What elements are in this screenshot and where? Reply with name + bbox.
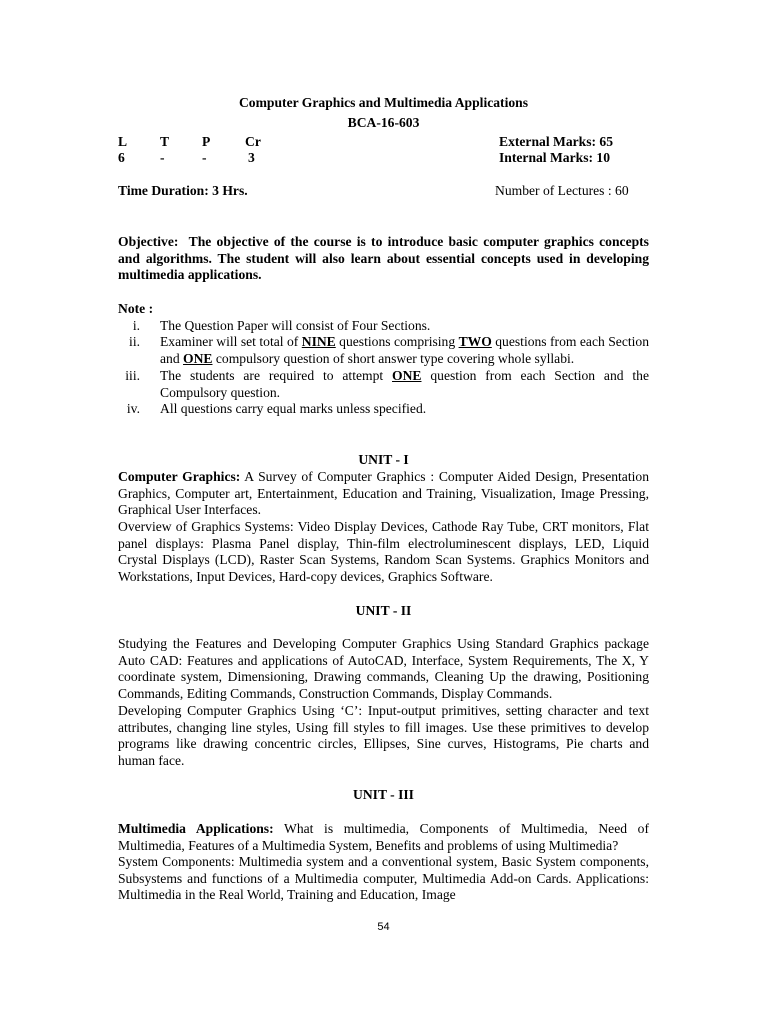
- note-text: The students are required to attempt ONE question from each Section and the Compulsory question.: [160, 368, 649, 400]
- keyword-two: TWO: [458, 334, 492, 349]
- note-text: The Question Paper will consist of Four Sections.: [160, 318, 431, 333]
- unit-lead: Computer Graphics:: [118, 469, 241, 484]
- duration-row: [118, 183, 649, 200]
- val-t: -: [160, 150, 165, 165]
- unit-1-para-2: Overview of Graphics Systems: Video Display Devices, Cathode Ray Tube, CRT monitors, Flat panel displays: Plasma Panel display, Thin-film electroluminescent displays, LED, Liquid Crystal Displays (LCD), Raster Scan Systems, Random Scan Systems. Graphics Monitors and Workstations, Input Devices, Hard-copy devices, Graphics Software.: [118, 519, 649, 585]
- unit-3-para-1: Multimedia Applications: What is multimedia, Components of Multimedia, Need of Multimedia, Features of a Multimedia System, Benefits and problems of using Multimedia?: [118, 821, 649, 853]
- note-label: Note :: [118, 301, 154, 316]
- col-cr: Cr: [245, 134, 261, 149]
- note-number: iv.: [126, 401, 140, 416]
- unit-heading: UNIT - II: [355, 603, 412, 618]
- course-title: Computer Graphics and Multimedia Applications: [238, 95, 529, 110]
- keyword-one: ONE: [183, 350, 213, 366]
- col-p: P: [202, 134, 211, 149]
- note-number: ii.: [129, 334, 140, 349]
- note-text: Examiner will set total of NINE questions comprising TWO questions from each Section and ONE compulsory question of short answer type covering whole syllabi.: [160, 334, 649, 366]
- number-of-lectures: Number of Lectures : 60: [495, 183, 629, 198]
- keyword-nine: NINE: [301, 334, 336, 349]
- unit-1-para-1: Computer Graphics: A Survey of Computer Graphics : Computer Aided Design, Presentation Graphics, Computer art, Entertainment, Education and Training, Visualization, Image Pressing, Graphical User Interfaces.: [118, 469, 649, 518]
- internal-marks: Internal Marks: 10: [499, 150, 611, 165]
- objective-text: The objective of the course is to introduce basic computer graphics concepts and algorithms. The student will also learn about essential concepts used in developing multimedia applications.: [118, 234, 649, 283]
- course-code: BCA-16-603: [347, 115, 420, 130]
- col-t: T: [160, 134, 170, 149]
- unit-lead: Multimedia Applications:: [118, 821, 274, 836]
- note-number: i.: [132, 318, 140, 333]
- unit-3-para-2: System Components: Multimedia system and a conventional system, Basic System components, Subsystems and functions of a Multimedia computer, Multimedia Add-on Cards. Applications: Multimedia in the Real World, Training and Education, Image: [118, 854, 649, 903]
- objective: [118, 234, 649, 284]
- note-number: iii.: [125, 368, 140, 383]
- keyword-one: ONE: [392, 368, 422, 383]
- page-number: 54: [377, 921, 390, 933]
- unit-2-para-2: Developing Computer Graphics Using ‘C’: Input-output primitives, setting character and text attributes, changing line styles, Using fill styles to fill images. Use these primitives to develop programs like drawing concentric circles, Ellipses, Sine curves, Histograms, Pie charts and human face.: [118, 703, 649, 769]
- val-p: -: [202, 150, 207, 165]
- unit-heading: UNIT - I: [358, 452, 409, 467]
- val-l: 6: [118, 150, 125, 165]
- unit-heading: UNIT - III: [353, 787, 414, 802]
- external-marks: External Marks: 65: [499, 134, 614, 149]
- note-text: All questions carry equal marks unless specified.: [160, 401, 427, 416]
- time-duration: Time Duration: 3 Hrs.: [118, 183, 248, 198]
- val-cr: 3: [248, 150, 255, 165]
- col-l: L: [118, 134, 128, 149]
- objective-label: Objective:: [118, 234, 179, 249]
- credit-values-row: [118, 150, 649, 167]
- unit-2-para-1: Studying the Features and Developing Computer Graphics Using Standard Graphics package Auto CAD: Features and applications of AutoCAD, Interface, System Requirements, The X, Y coordinate system, Dimensioning, Drawing commands, Cleaning Up the drawing, Positioning Commands, Editing Commands, Construction Commands, Display Commands.: [118, 636, 649, 702]
- credit-header-row: [118, 134, 649, 151]
